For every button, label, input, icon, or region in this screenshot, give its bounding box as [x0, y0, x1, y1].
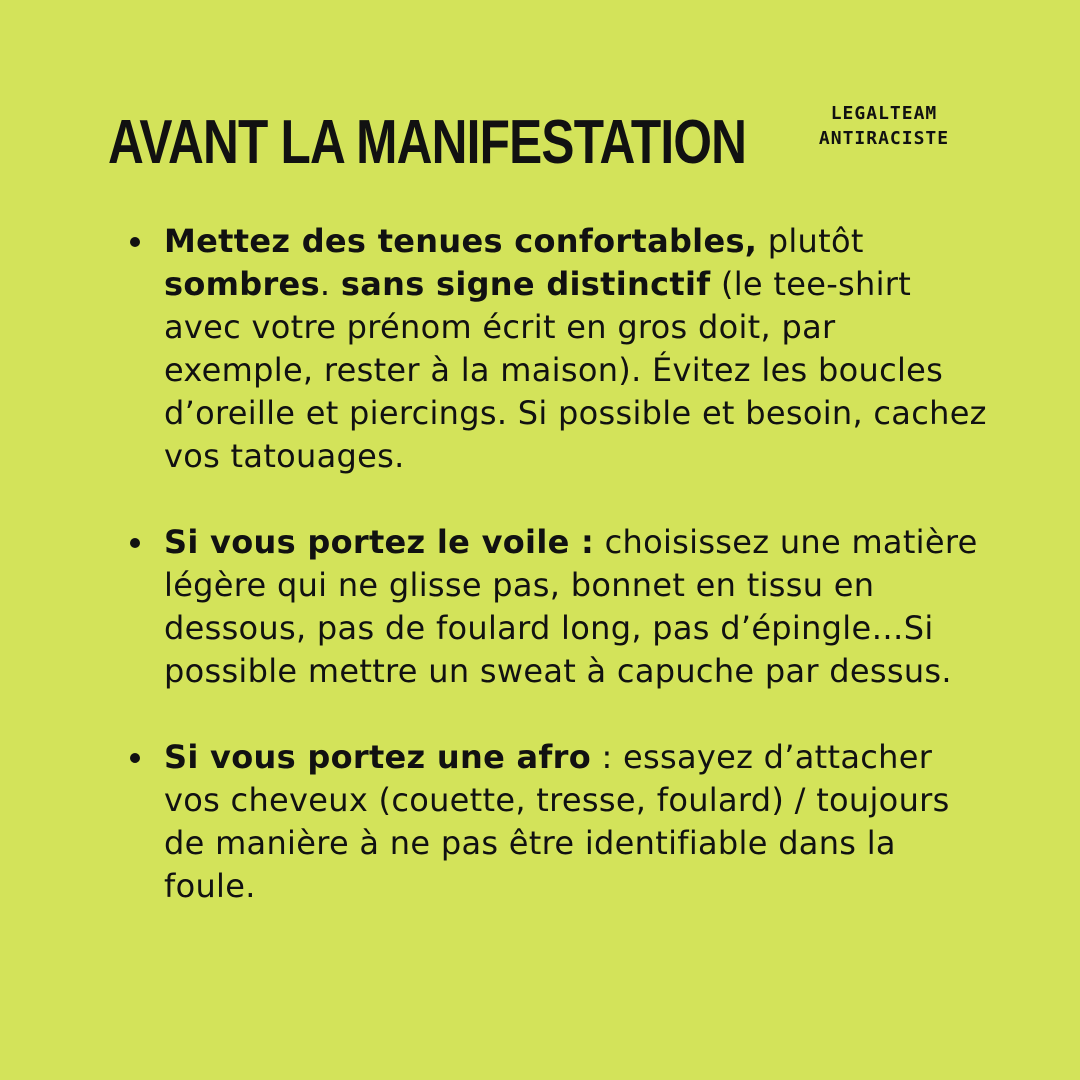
logo-line-2: ANTIRACISTE [818, 128, 950, 149]
advice-text: (le tee-shirt avec votre prénom écrit en gros doit, par exemple, rester à la maison). Évitez les boucles d’oreille et piercings. Si possible et besoin, cachez vos tatouages. [164, 265, 987, 475]
advice-item-afro [130, 736, 990, 908]
advice-highlight: Si vous portez le voile : [164, 523, 595, 561]
bullet-icon [130, 538, 140, 548]
bullet-icon [130, 753, 140, 763]
advice-highlight: Mettez des tenues confortables, [164, 222, 758, 260]
advice-text: . [319, 265, 341, 303]
brand-logo [808, 101, 960, 151]
logo-line-1: LEGALTEAM [830, 103, 938, 124]
advice-text: : essayez d’attacher vos cheveux (couette, tresse, foulard) / toujours de manière à ne pas être identifiable dans la foule. [164, 738, 950, 905]
page-title: AVANT LA MANIFESTATION [108, 108, 747, 177]
advice-highlight: Si vous portez une afro [164, 738, 591, 776]
advice-highlight: sans signe distinctif [340, 265, 711, 303]
advice-item-clothing [130, 220, 990, 478]
advice-list [130, 220, 990, 951]
advice-text: choisissez une matière légère qui ne glisse pas, bonnet en tissu en dessous, pas de foulard long, pas d’épingle…Si possible mettre un sweat à capuche par dessus. [164, 523, 978, 690]
advice-item-veil [130, 521, 990, 693]
bullet-icon [130, 237, 140, 247]
advice-highlight: sombres [164, 265, 320, 303]
advice-text: plutôt [757, 222, 864, 260]
